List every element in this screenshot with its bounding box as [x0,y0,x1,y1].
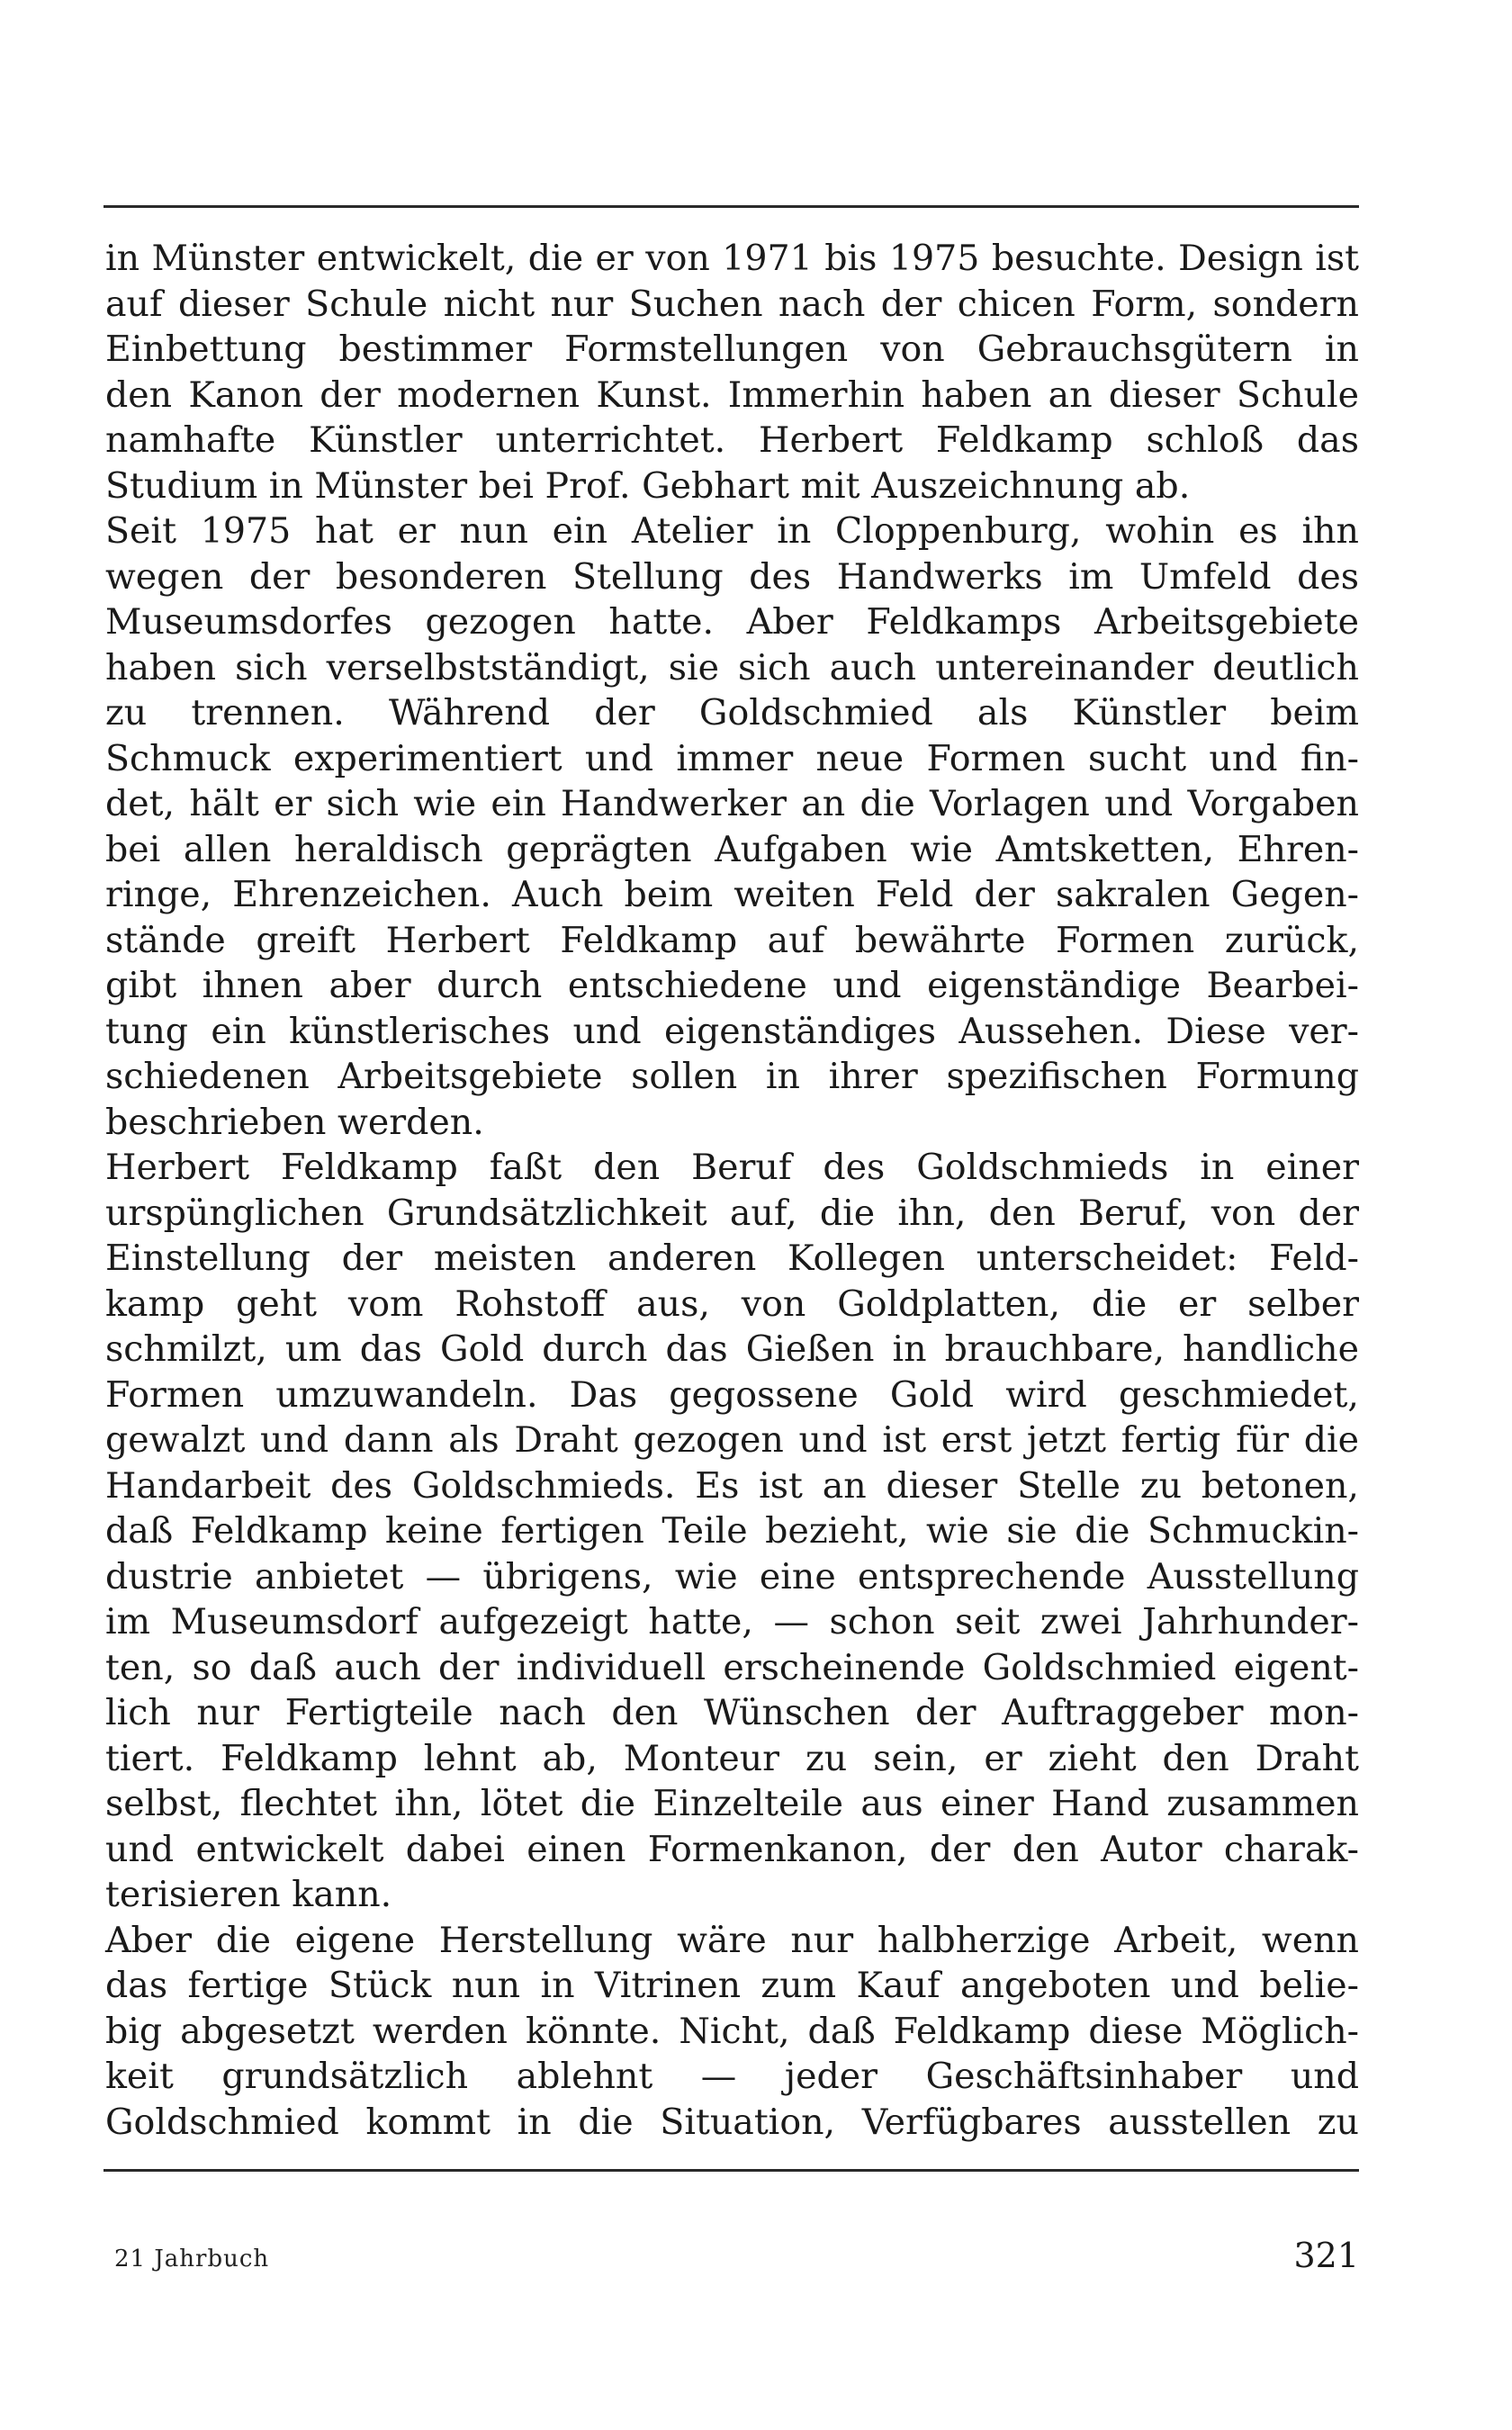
text-line: wegen der besonderen Stellung des Handwerks im Umfeld des [105,555,1359,598]
text-line: schiedenen Arbeitsgebiete sollen in ihrer spezifischen Formung [105,1056,1359,1097]
text-line: det, hält er sich wie ein Handwerker an die Vorlagen und Vorgaben [105,783,1359,824]
text-line: Schmuck experimentiert und immer neue Formen sucht und fin- [105,737,1359,779]
text-line: Handarbeit des Goldschmieds. Es ist an dieser Stelle zu betonen, [105,1464,1359,1507]
text-line: big abgesetzt werden könnte. Nicht, daß Feldkamp diese Möglich- [105,2010,1359,2052]
text-line: das fertige Stück nun in Vitrinen zum Kauf angeboten und belie- [105,1965,1359,2006]
bottom-rule [104,2169,1359,2172]
text-line: urspünglichen Grundsätzlichkeit auf, die ihn, den Beruf, von der [105,1192,1359,1234]
text-line: daß Feldkamp keine fertigen Teile bezieht, wie sie die Schmuckin- [105,1510,1359,1552]
text-line: Einstellung der meisten anderen Kollegen unterscheidet: Feld- [105,1238,1359,1279]
text-line: namhafte Künstler unterrichtet. Herbert Feldkamp schloß das [105,419,1359,461]
text-line: Formen umzuwandeln. Das gegossene Gold wird geschmiedet, [105,1373,1359,1416]
text-line: kamp geht vom Rohstoff aus, von Goldplatten, die er selber [105,1282,1359,1325]
text-line: haben sich verselbstständigt, sie sich auch untereinander deutlich [105,646,1359,688]
text-line: keit grundsätzlich ablehnt — jeder Geschäftsinhaber und [105,2056,1359,2097]
page-number: 321 [1293,2236,1359,2275]
text-line: den Kanon der modernen Kunst. Immerhin haben an dieser Schule [105,374,1359,416]
text-line: Seit 1975 hat er nun ein Atelier in Cloppenburg, wohin es ihn [105,510,1359,552]
text-line: terisieren kann. [105,1874,392,1915]
text-line: schmilzt, um das Gold durch das Gießen in brauchbare, handliche [105,1328,1359,1370]
text-line: zu trennen. Während der Goldschmied als Künstler beim [105,692,1359,734]
text-line: Aber die eigene Herstellung wäre nur halbherzige Arbeit, wenn [105,1919,1359,1961]
text-line: ringe, Ehrenzeichen. Auch beim weiten Feld der sakralen Gegen- [105,874,1359,915]
text-line: ten, so daß auch der individuell erscheinende Goldschmied eigent- [105,1646,1359,1688]
text-line: auf dieser Schule nicht nur Suchen nach der chicen Form, sondern [105,283,1359,325]
text-line: gibt ihnen aber durch entschiedene und eigenständige Bearbei- [105,965,1359,1006]
text-line: in Münster entwickelt, die er von 1971 bis 1975 besuchte. Design ist [105,238,1359,279]
body-text [105,236,1359,2145]
text-line: Museumsdorfes gezogen hatte. Aber Feldkamps Arbeitsgebiete [105,601,1359,643]
text-line: Herbert Feldkamp faßt den Beruf des Goldschmieds in einer [105,1147,1359,1188]
text-line: und entwickelt dabei einen Formenkanon, der den Autor charak- [105,1828,1359,1870]
text-line: Studium in Münster bei Prof. Gebhart mit Auszeichnung ab. [105,464,1191,507]
text-line: bei allen heraldisch geprägten Aufgaben wie Amtsketten, Ehren- [105,828,1359,870]
text-line: im Museumsdorf aufgezeigt hatte, — schon seit zwei Jahrhunder- [105,1601,1359,1642]
text-line: tung ein künstlerisches und eigenständiges Aussehen. Diese ver- [105,1010,1359,1052]
text-line: gewalzt und dann als Draht gezogen und ist erst jetzt fertig für die [105,1419,1359,1461]
text-line: lich nur Fertigteile nach den Wünschen der Auftraggeber mon- [105,1692,1359,1733]
text-line: tiert. Feldkamp lehnt ab, Monteur zu sein, er zieht den Draht [105,1737,1359,1779]
text-line: stände greift Herbert Feldkamp auf bewährte Formen zurück, [105,919,1359,961]
text-line: beschrieben werden. [105,1101,484,1143]
top-rule [104,205,1359,208]
footer-signature: 21 Jahrbuch [114,2246,270,2272]
text-line: dustrie anbietet — übrigens, wie eine entsprechende Ausstellung [105,1555,1359,1598]
text-line: selbst, flechtet ihn, lötet die Einzelteile aus einer Hand zusammen [105,1783,1359,1824]
text-line: Goldschmied kommt in die Situation, Verfügbares ausstellen zu [105,2101,1359,2143]
text-line: Einbettung bestimmer Formstellungen von Gebrauchsgütern in [105,328,1359,370]
